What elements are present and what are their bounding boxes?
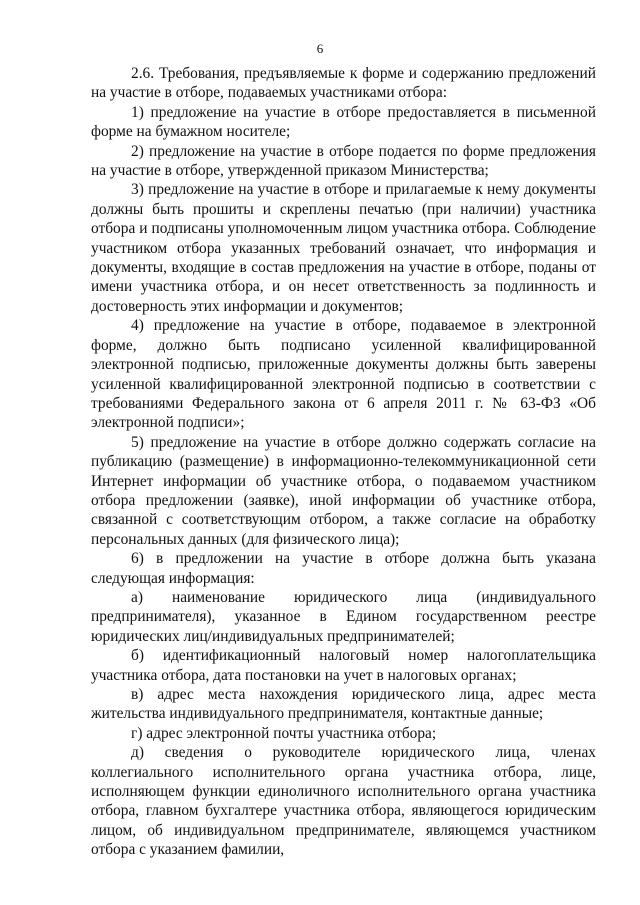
paragraph-subitem-d: д) сведения о руководителе юридического лица, членах коллегиального исполнительного органа участника отбора, лице, исполняющем функции единоличного исполнительного органа участника отбора, главном бухгалтере участника отбора, являющегося юридическим лицом, об индивидуальном предпринимателе, являющемся участником отбора с указанием фамилии, [91, 744, 596, 859]
paragraph-subitem-v: в) адрес места нахождения юридического лица, адрес места жительства индивидуального предпринимателя, контактные данные; [91, 686, 596, 723]
paragraph-item-1: 1) предложение на участие в отборе предоставляется в письменной форме на бумажном носителе; [91, 103, 596, 141]
paragraph-subitem-b: б) идентификационный налоговый номер налогоплательщика участника отбора, дата постановки на учет в налоговых органах; [91, 647, 596, 684]
paragraph-item-3: 3) предложение на участие в отборе и прилагаемые к нему документы должны быть прошиты и скреплены печатью (при наличии) участника отбора и подписаны уполномоченным лицом участника отбора. Соблюдение участником отбора указанных требований означает, что информация и документы, входящие в состав предложения на участие в отборе, поданы от имени участника отбора, и он несет ответственность за подлинность и достоверность этих информации и документов; [91, 181, 596, 315]
paragraph-item-5: 5) предложение на участие в отборе должно содержать согласие на публикацию (размещение) в информационно-телекоммуникационной сети Интернет информации об участнике отбора, о подаваемом участником отбора предложении (заявке), иной информации об участнике отбора, связанной с соответствующим отбором, а также согласие на обработку персональных данных (для физического лица); [91, 433, 596, 548]
paragraph-2-6-heading: 2.6. Требования, предъявляемые к форме и содержанию предложений на участие в отборе, подаваемых участниками отбора: [91, 65, 596, 102]
document-body [91, 64, 596, 860]
paragraph-item-4: 4) предложение на участие в отборе, подаваемое в электронной форме, должно быть подписано усиленной квалифицированной электронной подписью, приложенные документы должны быть заверены усиленной квалифицированной электронной подписью в соответствии с требованиями Федерального закона от 6 апреля 2011 г. № 63-ФЗ «Об электронной подписи»; [91, 317, 596, 432]
paragraph-subitem-a: а) наименование юридического лица (индивидуального предпринимателя), указанное в Едином государственном реестре юридических лиц/индивидуальных предпринимателей; [91, 588, 596, 645]
page-number: 6 [316, 41, 324, 56]
paragraph-subitem-g: г) адрес электронной почты участника отбора; [131, 724, 437, 742]
paragraph-item-6: 6) в предложении на участие в отборе должна быть указана следующая информация: [91, 550, 596, 587]
paragraph-item-2: 2) предложение на участие в отборе подается по форме предложения на участие в отборе, утвержденной приказом Министерства; [91, 142, 596, 180]
